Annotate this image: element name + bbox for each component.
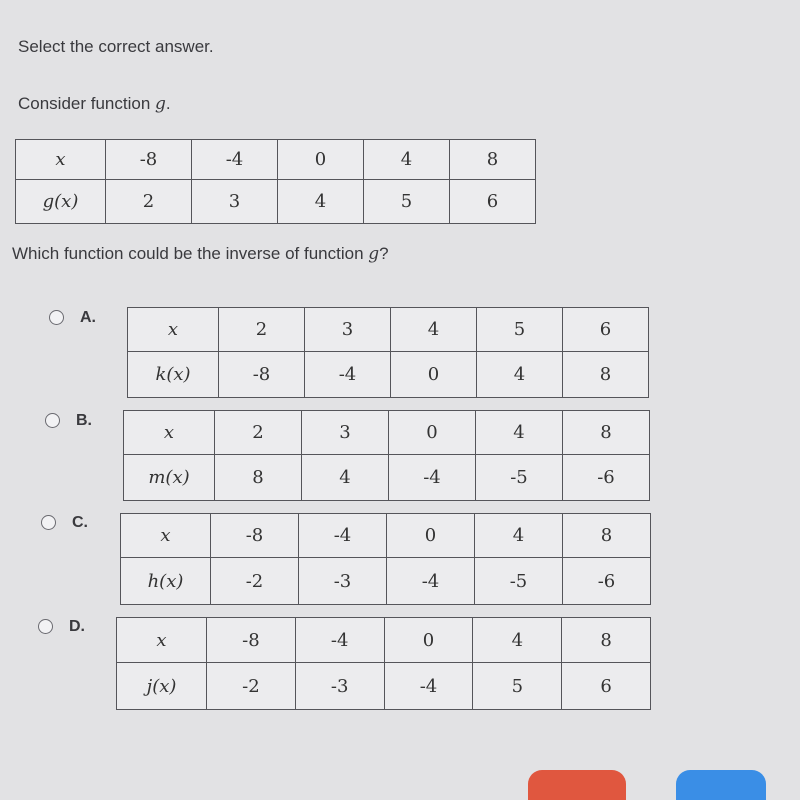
- table-cell: -6: [563, 558, 651, 605]
- table-cell: 6: [450, 180, 536, 224]
- table-row: [117, 663, 651, 710]
- option-c-radio[interactable]: [41, 515, 56, 530]
- fx-header: k(x): [128, 352, 219, 398]
- option-c-letter: C.: [72, 514, 88, 531]
- table-cell: 0: [389, 411, 476, 455]
- table-cell: -4: [192, 140, 278, 180]
- option-b-radio[interactable]: [45, 413, 60, 428]
- table-cell: -4: [384, 663, 473, 710]
- table-cell: -8: [207, 618, 296, 663]
- x-header: x: [117, 618, 207, 663]
- table-cell: -8: [219, 352, 305, 398]
- table-cell: 0: [384, 618, 473, 663]
- table-cell: -5: [476, 455, 563, 501]
- table-cell: 4: [473, 618, 562, 663]
- table-cell: 2: [106, 180, 192, 224]
- table-cell: 6: [562, 663, 651, 710]
- x-header: x: [124, 411, 215, 455]
- option-d-radio[interactable]: [38, 619, 53, 634]
- table-cell: 0: [387, 514, 475, 558]
- table-cell: 3: [192, 180, 278, 224]
- option-d-letter: D.: [69, 618, 85, 635]
- table-cell: 8: [215, 455, 302, 501]
- next-button[interactable]: [676, 770, 766, 800]
- option-a-letter: A.: [80, 309, 96, 326]
- table-cell: 2: [219, 308, 305, 352]
- table-cell: 4: [391, 308, 477, 352]
- table-row: [16, 140, 536, 180]
- instruction-text: Select the correct answer.: [18, 37, 214, 56]
- option-a-table: [127, 307, 649, 398]
- option-a-radio[interactable]: [49, 310, 64, 325]
- table-cell: 4: [475, 514, 563, 558]
- fx-header: h(x): [121, 558, 211, 605]
- question-prefix: Which function could be the inverse of function: [12, 244, 369, 263]
- table-cell: -4: [387, 558, 475, 605]
- table-cell: 5: [477, 308, 563, 352]
- table-cell: -4: [299, 514, 387, 558]
- table-cell: 0: [278, 140, 364, 180]
- table-row: [128, 308, 649, 352]
- option-c-table: [120, 513, 651, 605]
- fx-header: g(x): [16, 180, 106, 224]
- table-row: [128, 352, 649, 398]
- given-function-table: [15, 139, 536, 224]
- reset-button[interactable]: [528, 770, 626, 800]
- table-cell: 8: [562, 618, 651, 663]
- table-cell: -3: [299, 558, 387, 605]
- question-text: [12, 244, 389, 264]
- table-cell: -4: [389, 455, 476, 501]
- table-cell: -4: [295, 618, 384, 663]
- option-b-letter: B.: [76, 412, 92, 429]
- table-cell: 4: [476, 411, 563, 455]
- table-row: [124, 455, 650, 501]
- table-row: [117, 618, 651, 663]
- table-cell: 4: [278, 180, 364, 224]
- table-row: [124, 411, 650, 455]
- table-cell: 2: [215, 411, 302, 455]
- consider-prefix: Consider function: [18, 94, 156, 113]
- table-cell: -4: [305, 352, 391, 398]
- table-cell: 4: [477, 352, 563, 398]
- table-cell: -8: [106, 140, 192, 180]
- table-cell: 8: [563, 411, 650, 455]
- question-function-name: g: [368, 244, 380, 264]
- table-cell: 8: [450, 140, 536, 180]
- fx-header: m(x): [124, 455, 215, 501]
- table-cell: 5: [473, 663, 562, 710]
- table-cell: 8: [563, 514, 651, 558]
- table-cell: 5: [364, 180, 450, 224]
- table-row: [16, 180, 536, 224]
- table-cell: 6: [563, 308, 649, 352]
- option-d-table: [116, 617, 651, 710]
- consider-suffix: .: [165, 94, 171, 113]
- table-cell: 3: [302, 411, 389, 455]
- table-row: [121, 514, 651, 558]
- consider-function-name: g: [155, 94, 166, 114]
- x-header: x: [128, 308, 219, 352]
- table-cell: -3: [295, 663, 384, 710]
- table-cell: -6: [563, 455, 650, 501]
- table-cell: -5: [475, 558, 563, 605]
- table-row: [121, 558, 651, 605]
- x-header: x: [16, 140, 106, 180]
- table-cell: -2: [207, 663, 296, 710]
- table-cell: 3: [305, 308, 391, 352]
- table-cell: 8: [563, 352, 649, 398]
- option-b-table: [123, 410, 650, 501]
- table-cell: 4: [302, 455, 389, 501]
- table-cell: 4: [364, 140, 450, 180]
- table-cell: -2: [211, 558, 299, 605]
- consider-text: [18, 94, 171, 114]
- question-suffix: ?: [379, 244, 389, 263]
- table-cell: 0: [391, 352, 477, 398]
- x-header: x: [121, 514, 211, 558]
- fx-header: j(x): [117, 663, 207, 710]
- table-cell: -8: [211, 514, 299, 558]
